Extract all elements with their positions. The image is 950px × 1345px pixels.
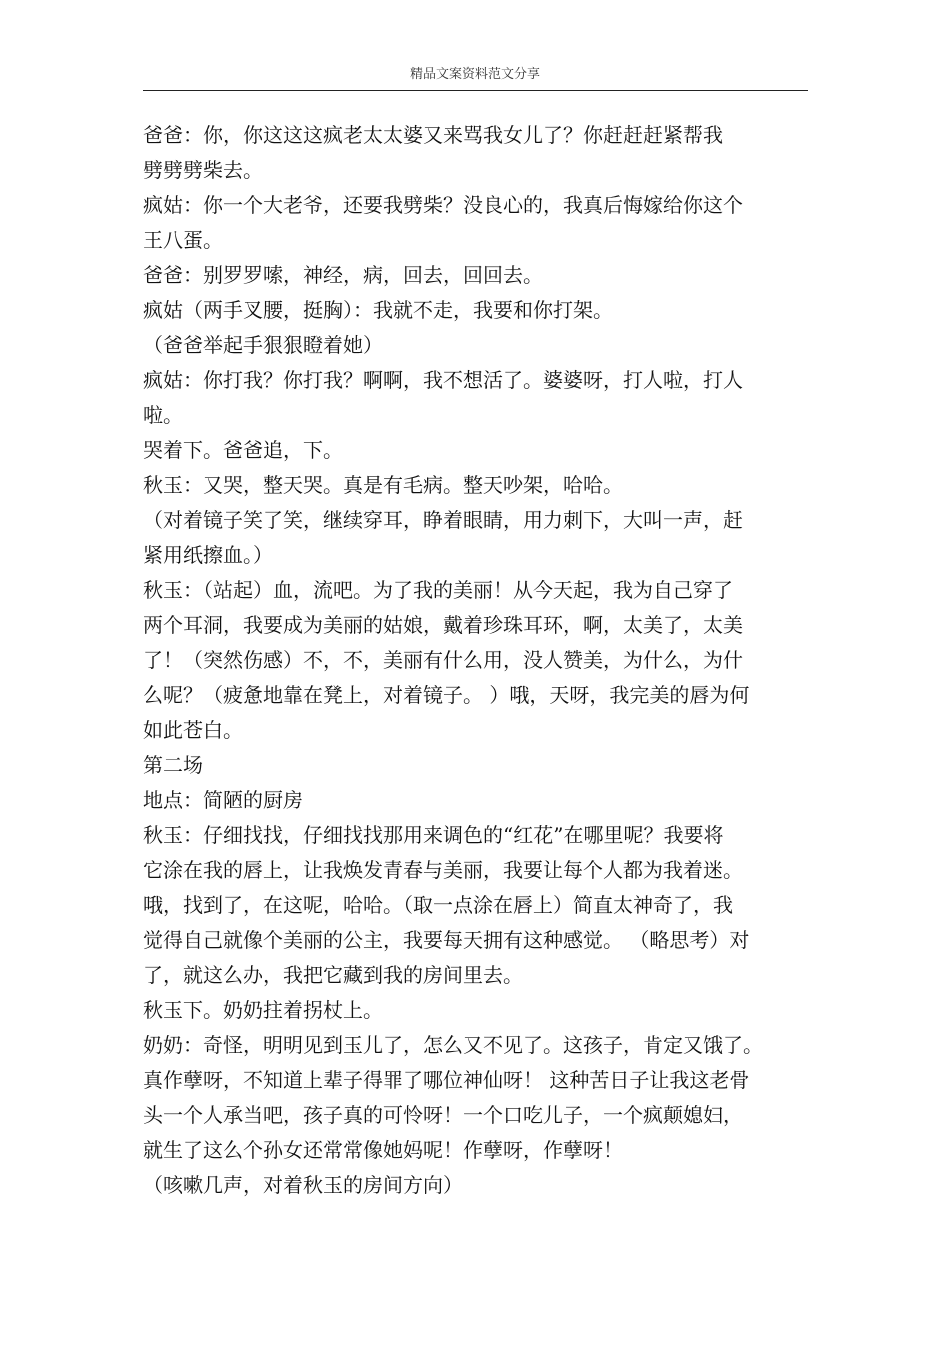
text-line: 爸爸：你，你这这这疯老太太婆又来骂我女儿了？你赶赶赶紧帮我 [143,123,723,147]
page-header: 精品文案资料范文分享 [409,67,540,82]
text-line: 如此苍白。 [143,718,243,742]
text-line: 就生了这么个孙女还常常像她妈呢！作孽呀，作孽呀！ [143,1138,623,1162]
text-line: 疯姑（两手叉腰，挺胸）：我就不走，我要和你打架。 [143,298,613,322]
text-line: 真作孽呀，不知道上辈子得罪了哪位神仙呀！ 这种苦日子让我这老骨 [143,1068,750,1092]
scene-location: 地点：简陋的厨房 [143,788,303,812]
text-line: 秋玉下。奶奶拄着拐杖上。 [143,998,383,1022]
text-line: 奶奶：奇怪，明明见到玉儿了，怎么又不见了。这孩子，肯定又饿了。 [143,1033,763,1057]
text-line: 疯姑：你打我？你打我？啊啊，我不想活了。婆婆呀，打人啦，打人 [143,368,743,392]
text-line: 秋玉：又哭，整天哭。真是有毛病。整天吵架，哈哈。 [143,473,623,497]
script-body [143,118,813,1203]
text-line: （咳嗽几声，对着秋玉的房间方向） [143,1173,463,1197]
text-line: （对着镜子笑了笑，继续穿耳，睁着眼睛，用力刺下，大叫一声，赶 [143,508,743,532]
scene-heading: 第二场 [143,753,203,777]
text-line: 劈劈劈柴去。 [143,158,263,182]
text-line: 王八蛋。 [143,228,223,252]
text-line: 秋玉：（站起）血，流吧。为了我的美丽！从今天起，我为自己穿了 [143,578,733,602]
text-line: 哭着下。爸爸追，下。 [143,438,343,462]
text-line: 它涂在我的唇上，让我焕发青春与美丽，我要让每个人都为我着迷。 [143,858,743,882]
header-divider [143,90,808,91]
text-line: 哦，找到了，在这呢，哈哈。（取一点涂在唇上）简直太神奇了，我 [143,893,733,917]
text-line: 紧用纸擦血。） [143,543,273,567]
text-line: 觉得自己就像个美丽的公主，我要每天拥有这种感觉。 （略思考）对 [143,928,750,952]
text-line: （爸爸举起手狠狠瞪着她） [143,333,383,357]
text-line: 啦。 [143,403,183,427]
text-line: 两个耳洞，我要成为美丽的姑娘，戴着珍珠耳环，啊，太美了，太美 [143,613,743,637]
text-line: 么呢？（疲惫地靠在凳上，对着镜子。 ）哦，天呀，我完美的唇为何 [143,683,750,707]
text-line: 了，就这么办，我把它藏到我的房间里去。 [143,963,523,987]
text-line: 头一个人承当吧，孩子真的可怜呀！一个口吃儿子，一个疯颠媳妇， [143,1103,743,1127]
text-line: 爸爸：别罗罗嗦，神经，病，回去，回回去。 [143,263,543,287]
text-line: 疯姑：你一个大老爷，还要我劈柴？没良心的，我真后悔嫁给你这个 [143,193,743,217]
text-line: 秋玉：仔细找找，仔细找找那用来调色的“红花”在哪里呢？我要将 [143,823,724,847]
text-line: 了！（突然伤感）不，不，美丽有什么用，没人赞美，为什么，为什 [143,648,743,672]
